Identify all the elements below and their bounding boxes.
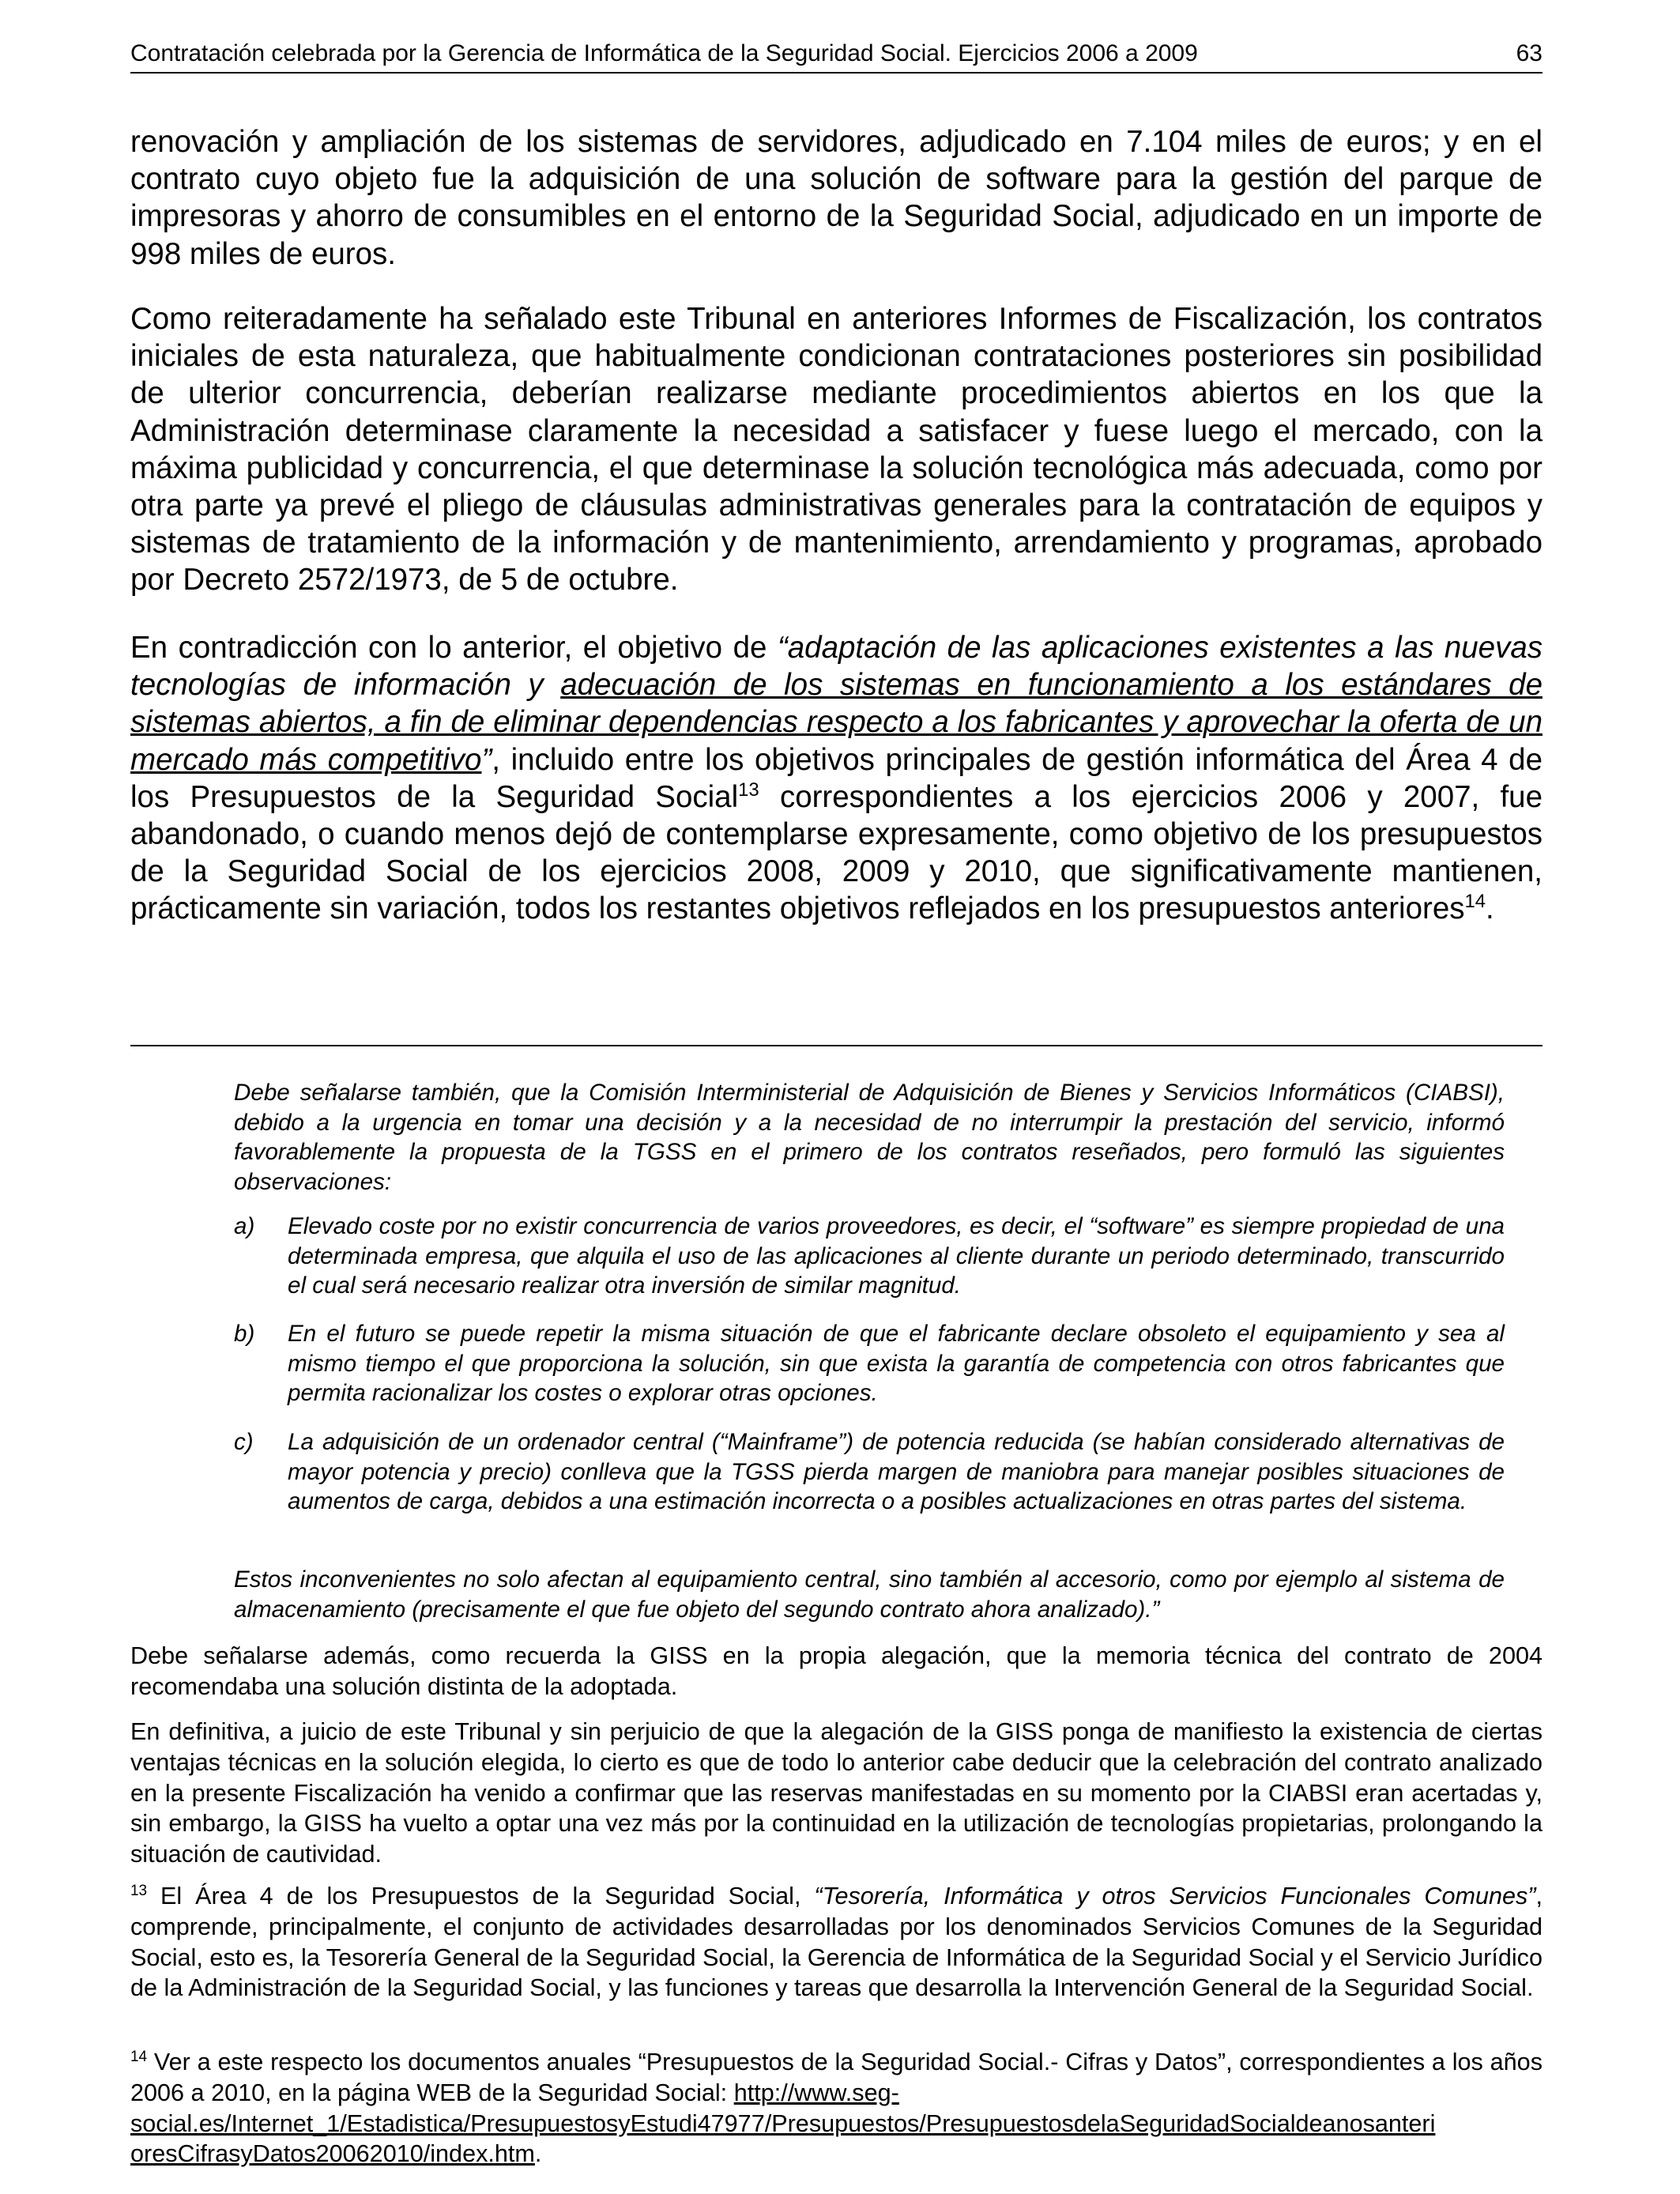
footnote-13-number: 13 bbox=[130, 1882, 148, 1899]
footnote-ref-13[interactable]: 13 bbox=[738, 778, 759, 801]
quoted-objective-underlined: adecuación de los sistemas en funcionamiento a los estándares de sistemas abiertos, a fin de eliminar dependencias respecto a los fabricantes y aprovechar la oferta de un mercado más competitivo bbox=[130, 668, 1543, 777]
list-item-c: La adquisición de un ordenador central (“Mainframe”) de potencia reducida (se habían considerado alternativas de mayor potencia y precio) conlleva que la TGSS pierda margen de maniobra para manejar posibles situaciones de aumentos de carga, debidos a una estimación incorrecta o a posibles actualizaciones en otras partes del sistema. bbox=[288, 1429, 1505, 1514]
quoted-objective: “adaptación de las aplicaciones existentes a las nuevas tecnologías de información y bbox=[130, 631, 1543, 703]
paragraph-1: renovación y ampliación de los sistemas de servidores, adjudicado en 7.104 miles de euros; y en el contrato cuyo objeto fue la adquisición de una solución de software para la gestión del parque de impresoras y ahorro de consumibles en el entorno de la Seguridad Social, adjudicado en un importe de 998 miles de euros. bbox=[130, 125, 1543, 271]
list-marker-b: b) bbox=[234, 1321, 255, 1347]
footnote-13 bbox=[130, 1881, 1543, 2004]
footnote-13-lead: El Área 4 de los Presupuestos de la Seguridad Social, bbox=[147, 1883, 815, 1909]
footnote-14-end: . bbox=[534, 2140, 542, 2167]
list-marker-c: c) bbox=[234, 1429, 254, 1455]
footnote-14-link-part-1[interactable]: http://www.seg- bbox=[733, 2079, 899, 2106]
paragraph-2: Como reiteradamente ha señalado este Tribunal en anteriores Informes de Fiscalización, los contratos iniciales de esta naturaleza, que habitualmente condicionan contrataciones posteriores sin posibilidad de ulterior concurrencia, deberían realizarse mediante procedimientos abiertos en los que la Administración determinase claramente la necesidad a satisfacer y fuese luego el mercado, con la máxima publicidad y concurrencia, el que determinase la solución tecnológica más adecuada, como por otra parte ya prevé el pliego de cláusulas administrativas generales para la contratación de equipos y sistemas de tratamiento de la información y de mantenimiento, arrendamiento y programas, aprobado por Decreto 2572/1973, de 5 de octubre. bbox=[130, 302, 1543, 598]
list-item-a: Elevado coste por no existir concurrencia de varios proveedores, es decir, el “software” es siempre propiedad de una determinada empresa, que alquila el uso de las aplicaciones al cliente durante un periodo determinado, transcurrido el cual será necesario realizar otra inversión de similar magnitud. bbox=[288, 1213, 1505, 1299]
quote-intro: Debe señalarse también, que la Comisión Interministerial de Adquisición de Bienes y Servicios Informáticos (CIABSI), debido a la urgencia en tomar una decisión y a la necesidad de no interrumpir la prestación del servicio, informó favorablemente la propuesta de la TGSS en el primero de los contratos reseñados, pero formuló las siguientes observaciones: bbox=[234, 1080, 1505, 1195]
header-title: Contratación celebrada por la Gerencia de Informática de la Seguridad Social. Ejercicios 2006 a 2009 bbox=[130, 40, 1198, 66]
header-rule bbox=[130, 72, 1543, 74]
paragraph-3-lead: En contradicción con lo anterior, el objetivo de bbox=[130, 631, 778, 665]
list-marker-a: a) bbox=[234, 1213, 255, 1239]
quote-close: ” bbox=[481, 742, 492, 777]
footnote-13-text: , comprende, principalmente, el conjunto de actividades desarrolladas por los denominados Servicios Comunes de la Seguridad Social, esto es, la Tesorería General de la Seguridad Social, la Gerencia de Informática de la Seguridad Social y el Servicio Jurídico de la Administración de la Seguridad Social, y las funciones y tareas que desarrolla la Intervención General de la Seguridad Social. bbox=[130, 1883, 1543, 2002]
paragraph-3-mid: , incluido entre los objetivos principales de gestión informática del Área 4 de los Presupuestos de la Seguridad Social bbox=[130, 742, 1543, 814]
footnote-14-link-line-3 bbox=[130, 2139, 1543, 2169]
note-paragraph-a: Debe señalarse además, como recuerda la GISS en la propia alegación, que la memoria técnica del contrato de 2004 recomendaba una solución distinta de la adoptada. bbox=[130, 1642, 1543, 1700]
footnote-14 bbox=[130, 2047, 1543, 2109]
quote-end: Estos inconvenientes no solo afectan al equipamiento central, sino también al accesorio, como por ejemplo al sistema de almacenamiento (precisamente el que fue objeto del segundo contrato ahora analizado).” bbox=[234, 1566, 1505, 1623]
paragraph-3-end: . bbox=[1486, 892, 1494, 926]
paragraph-3-rest: correspondientes a los ejercicios 2006 y 2007, fue abandonado, o cuando menos dejó de contemplarse expresamente, como objetivo de los presupuestos de la Seguridad Social de los ejercicios 2008, 2009 y 2010, que significativamente mantienen, prácticamente sin variación, todos los restantes objetivos reflejados en los presupuestos anteriores bbox=[130, 779, 1543, 926]
footnote-14-number: 14 bbox=[130, 2048, 148, 2065]
list-item-b: En el futuro se puede repetir la misma situación de que el fabricante declare obsoleto el equipamiento y sea al mismo tiempo el que proporciona la solución, sin que exista la garantía de competencia con otros fabricantes que permita racionalizar los costes o explorar otras opciones. bbox=[288, 1321, 1505, 1406]
footnote-13-title: “Tesorería, Informática y otros Servicios Funcionales Comunes” bbox=[814, 1883, 1536, 1909]
paragraph-3 bbox=[130, 629, 1543, 928]
footnote-separator bbox=[130, 1045, 1543, 1046]
footnote-14-link-part-2[interactable]: social.es/Internet_1/Estadistica/PresupuestosyEstudi47977/Presupuestos/PresupuestosdelaSeguridadSocialdeanosanteri bbox=[130, 2110, 1436, 2137]
page-number: 63 bbox=[1516, 40, 1543, 66]
footnote-ref-14[interactable]: 14 bbox=[1464, 891, 1486, 913]
note-paragraph-b: En definitiva, a juicio de este Tribunal y sin perjuicio de que la alegación de la GISS ponga de manifiesto la existencia de ciertas ventajas técnicas en la solución elegida, lo cierto es que de todo lo anterior cabe deducir que la celebración del contrato analizado en la presente Fiscalización ha venido a confirmar que las reservas manifestadas en su momento por la CIABSI eran acertadas y, sin embargo, la GISS ha vuelto a optar una vez más por la continuidad en la utilización de tecnologías propietarias, prolongando la situación de cautividad. bbox=[130, 1718, 1543, 1868]
footnote-14-link-line-2 bbox=[130, 2109, 1543, 2139]
footnote-14-text: Ver a este respecto los documentos anuales “Presupuestos de la Seguridad Social.- Cifras y Datos”, correspondientes a los años 2006 a 2010, en la página WEB de la Seguridad Social: bbox=[130, 2049, 1543, 2106]
footnote-14-link-part-3[interactable]: oresCifrasyDatos20062010/index.htm bbox=[130, 2140, 535, 2167]
